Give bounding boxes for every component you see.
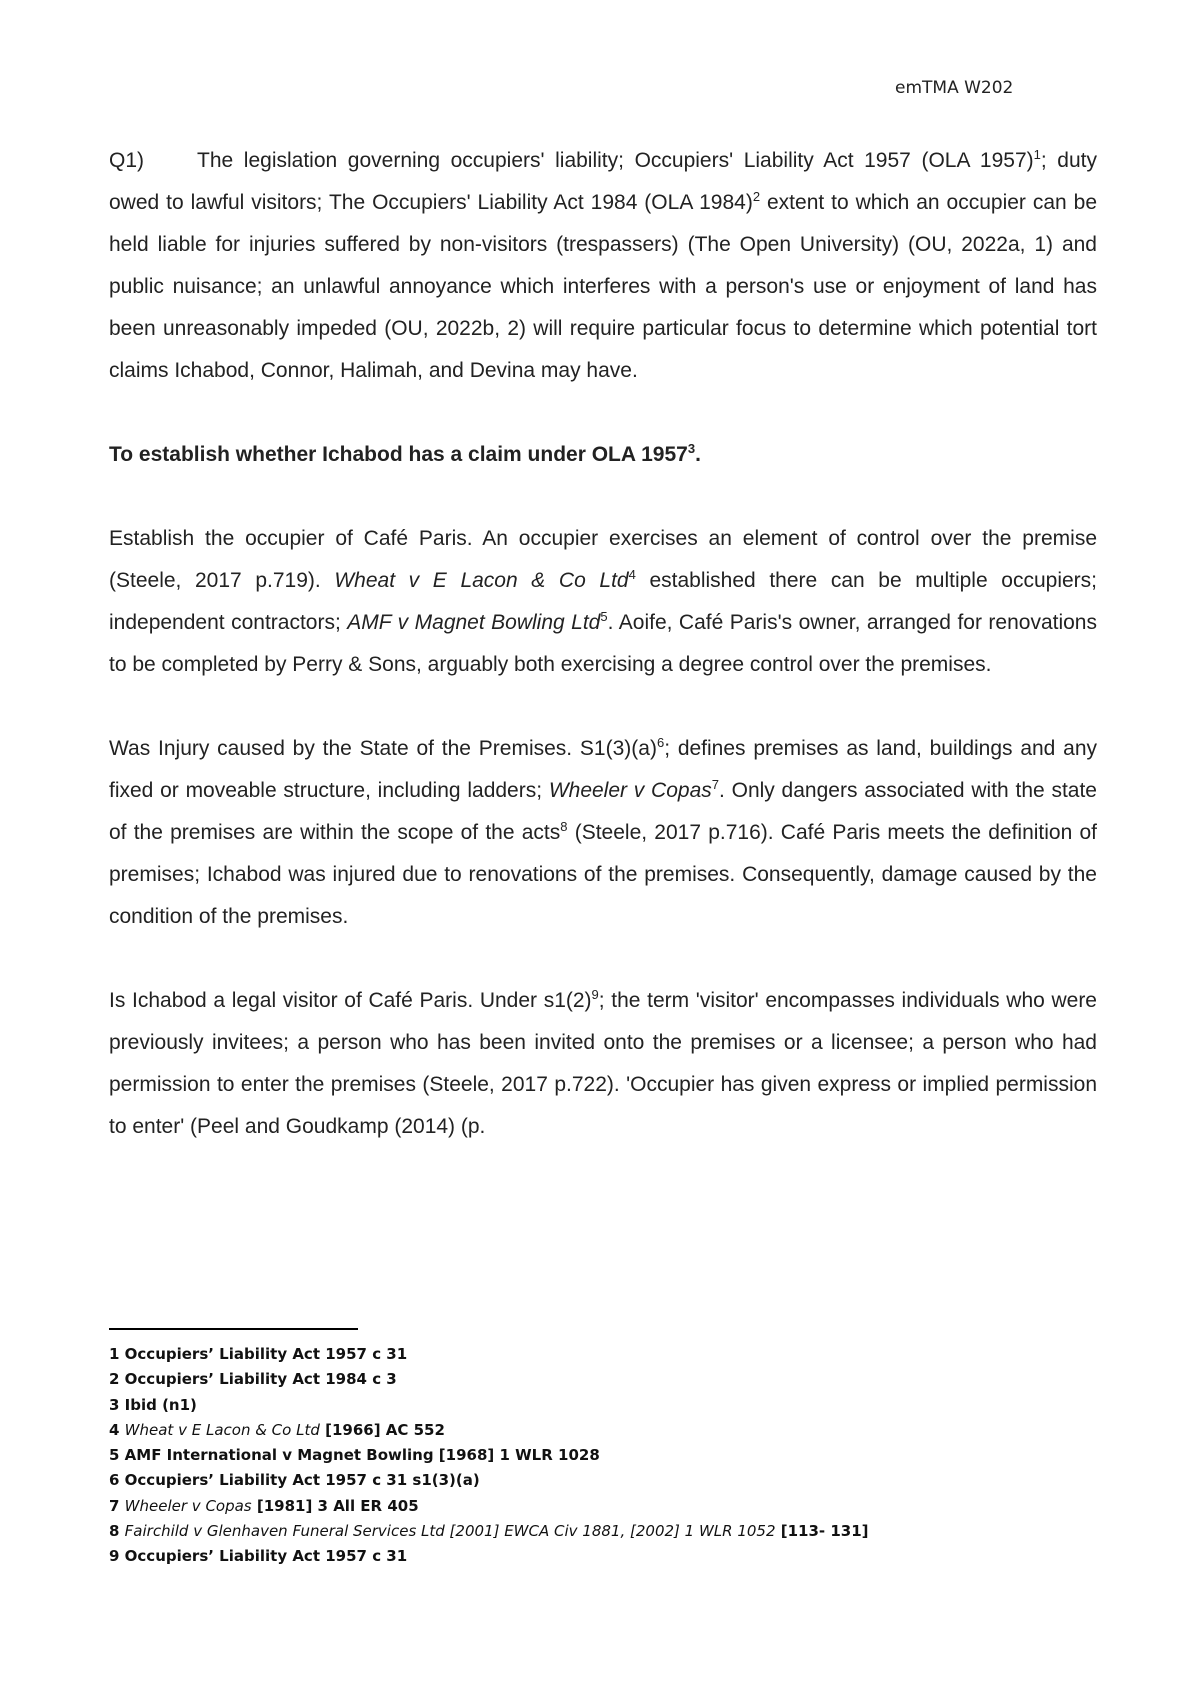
document-body xyxy=(109,140,1097,1190)
footnote-ref-2[interactable]: 2 xyxy=(752,189,761,204)
paragraph-state-of-premises: Was Injury caused by the State of the Premises. $S1(3)(a)^6$; defines premises as land, buildings and any fixed or moveable structure, including ladders; Wheeler v Copas$^7$. Only dangers associated with the state of the premises are within the scope of the acts$^8$ (Steele, 2017 p.716). Café Paris meets the definition of premises; Ichabod was injured due to renovations of the premises. Consequently, damage caused by the condition of the premises. xyxy=(109,735,1098,928)
paragraph-occupier: Establish the occupier of Café Paris. An occupier exercises an element of control over the premise (Steele, 2017 p.719). Wheat v E Lacon & Co Ltd$^4$ established there can be multiple occupiers; independent contractors; AMF v Magnet Bowling Ltd$^5$. Aoife, Café Paris's owner, arranged for renovations to be completed by Perry & Sons, arguably both exercising a degree control over the premises. xyxy=(109,527,1097,676)
footnotes xyxy=(109,1342,869,1570)
footnote-ref-8[interactable]: 8 xyxy=(560,819,568,834)
section-heading: To establish whether Ichabod has a claim under OLA 1957$^3$. xyxy=(109,441,701,466)
case-name: Fairchild v Glenhaven Funeral Services Ltd [2001] EWCA Civ 1881, [2002] 1 WLR 1052 xyxy=(124,1522,776,1541)
footnote-4: 4 Wheat v E Lacon & Co Ltd [1966] AC 552 xyxy=(109,1420,445,1439)
case-name: AMF v Magnet Bowling Ltd xyxy=(347,611,601,634)
footnote-3: 3 Ibid (n1) xyxy=(109,1395,197,1414)
footnote-5: 5 AMF International v Magnet Bowling [1968] 1 WLR 1028 xyxy=(109,1446,600,1465)
case-name: Wheeler v Copas xyxy=(124,1496,252,1515)
footnote-6: 6 Occupiers’ Liability Act 1957 c 31 s1(3)(a) xyxy=(109,1471,480,1490)
case-name: Wheat v E Lacon & Co Ltd xyxy=(124,1420,320,1439)
footnote-ref-6[interactable]: 6 xyxy=(656,735,665,750)
footnote-ref-7[interactable]: 7 xyxy=(711,777,719,792)
paragraph-q1: Q1) The legislation governing occupiers' liability; Occupiers' Liability Act 1957 (OLA 1957)$^1$; duty owed to lawful visitors; The Occupiers' Liability Act 1984 (OLA 1984)$^2$ extent to which an occupier can be held liable for injuries suffered by non-visitors (trespassers) (The Open University) (OU, 2022a, 1) and public nuisance; an unlawful annoyance which interferes with a person's use or enjoyment of land has been unreasonably impeded (OU, 2022b, 2) will require particular focus to determine which potential tort claims Ichabod, Connor, Halimah, and Devina may have. xyxy=(109,140,1097,392)
footnote-ref-3[interactable]: 3 xyxy=(687,441,696,456)
footnote-1: 1 Occupiers’ Liability Act 1957 c 31 xyxy=(109,1345,408,1363)
footnote-7: 7 Wheeler v Copas [1981] 3 All ER 405 xyxy=(109,1496,419,1515)
page-header-code: emTMA W202 xyxy=(895,78,1014,98)
footnote-ref-5[interactable]: 5 xyxy=(600,609,608,624)
footnote-ref-1[interactable]: 1 xyxy=(1033,147,1041,162)
footnote-9: 9 Occupiers’ Liability Act 1957 c 31 xyxy=(109,1547,408,1566)
footnote-2: 2 Occupiers’ Liability Act 1984 c 3 xyxy=(109,1370,397,1389)
footnote-ref-9[interactable]: 9 xyxy=(591,987,599,1002)
footnote-separator xyxy=(109,1328,358,1330)
case-name: Wheat v E Lacon & Co Ltd xyxy=(334,569,629,592)
footnote-8: 8 Fairchild v Glenhaven Funeral Services Ltd [2001] EWCA Civ 1881, [2002] 1 WLR 1052 [113- 131] xyxy=(109,1522,869,1541)
question-label: Q1) xyxy=(109,149,145,172)
paragraph-legal-visitor: Is Ichabod a legal visitor of Café Paris. Under $s1(2)^9$; the term 'visitor' encompasses individuals who were previously invitees; a person who has been invited onto the premises or a licensee; a person who had permission to enter the premises (Steele, 2017 p.722). 'Occupier has given express or implied permission to enter' (Peel and Goudkamp (2014) (p. xyxy=(109,987,1097,1138)
footnote-ref-4[interactable]: 4 xyxy=(628,567,636,582)
case-name: Wheeler v Copas xyxy=(548,779,712,802)
